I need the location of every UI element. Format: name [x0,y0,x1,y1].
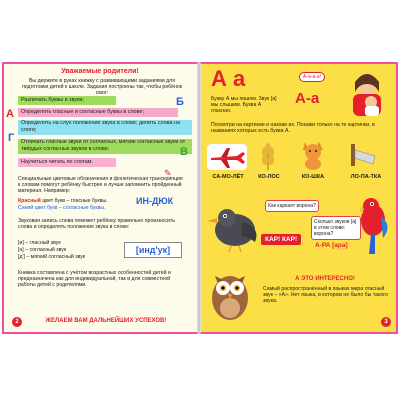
deco-letter-a: А [6,108,14,120]
wheat-ear-icon [253,142,283,170]
fact-text: Самый распространённый в языках мира гласный звук – «А». Нет языка, в котором не было бы такого звука. [263,286,388,304]
fact-title: А ЭТО ИНТЕРЕСНО! [295,276,355,282]
left-intro: Вы держите в руках книжку с развивающими заданиями для подготовки детей к школе. Задания построены так, чтобы ребёнок смог: [21,78,183,96]
owl-illustration [207,264,253,324]
mother-baby-illustration [341,66,393,118]
red-rule: цвет букв – гласные буквы. [42,198,108,204]
deco-letter-v: В [180,146,188,158]
deco-letter-g: Г [8,132,15,144]
bullet-5: Научиться читать по слогам. [18,158,116,167]
cat-icon [297,138,329,170]
right-intro: Букву А мы пишем. Звук [а] мы слышим. Буква А гласная. [211,96,277,114]
left-footer: ЖЕЛАЕМ ВАМ ДАЛЬНЕЙШИХ УСПЕХОВ! [45,318,167,324]
bullet-2: Определять гласные и согласные буквы в слове; [18,108,178,117]
legend-3: [д'] – мягкий согласный звук [18,254,86,260]
bullet-3: Определять на слух положение звука в слове; делить слова на слоги; [18,120,192,135]
picture-label-4: ЛО-ПА-ТКА [350,174,382,180]
crow-answer: КАР! КАР! [261,234,301,245]
right-page [200,62,398,334]
pencil-icon: ✎ [164,168,172,178]
left-page-number: 2 [12,317,22,327]
deco-letter-b: Б [176,96,184,108]
song-bubble: А-а-а-а! [299,72,325,82]
left-heading: Уважаемые родители! [61,68,139,75]
legend-2: [н] – согласный звук [18,247,67,253]
left-para2: Звуковая запись слова поможет ребёнку правильно произносить слова и определять положение звука в слове: [18,218,175,230]
legend-1: [и] – гласный звук [18,240,61,246]
picture-label-2: КО-ЛОС [258,174,280,180]
picture-plane [207,144,247,170]
red-word: Красный [18,198,41,204]
right-page-number: 3 [381,317,391,327]
picture-ear [253,142,283,170]
left-para1: Специальные цветовые обозначения и фонетическая транскрипция к словам помогут ребёнку быстрее и лучше запомнить пройденный материал. Например: [18,176,183,194]
big-word: А-а [295,90,320,107]
book-spread [2,62,398,334]
picture-shovel [345,138,385,170]
picture-cat [297,138,329,170]
rule-red [18,198,138,204]
left-para3: Книжка составлена с учётом возрастных особенностей детей и предназначена как для индивидуальной, так и для совместной работы детей с родителями. [18,270,171,288]
crow-illustration [205,202,265,252]
left-page [2,62,198,334]
bullet-1: Различать буквы и звуки; [18,96,116,105]
example-word: ИН-ДЮК [136,196,174,206]
bullet-4: Отличать гласные звуки от согласных, мягкие согласные звуки от твёрдых согласных звуков в слове; [18,139,192,154]
airplane-icon [207,144,247,170]
parrot-word: А-РА [ара] [315,242,348,249]
parrot-question: Сколько звуков [а] в этом слове: ворона? [311,216,361,240]
transcription-box: [инд'ук] [124,242,182,258]
shovel-icon [345,138,385,170]
right-task: Посмотри на картинки и назови их. Покажи только на те картинки, в названиях которых есть буква А. [211,122,375,134]
big-letters: А а [211,66,246,91]
crow-question: Как каркает ворона? [265,200,319,212]
picture-label-3: КО-ШКА [301,174,325,180]
picture-label-1: СА-МО-ЛЁТ [212,174,244,180]
rule-blue: Синий цвет букв – согласные буквы. [18,205,106,211]
